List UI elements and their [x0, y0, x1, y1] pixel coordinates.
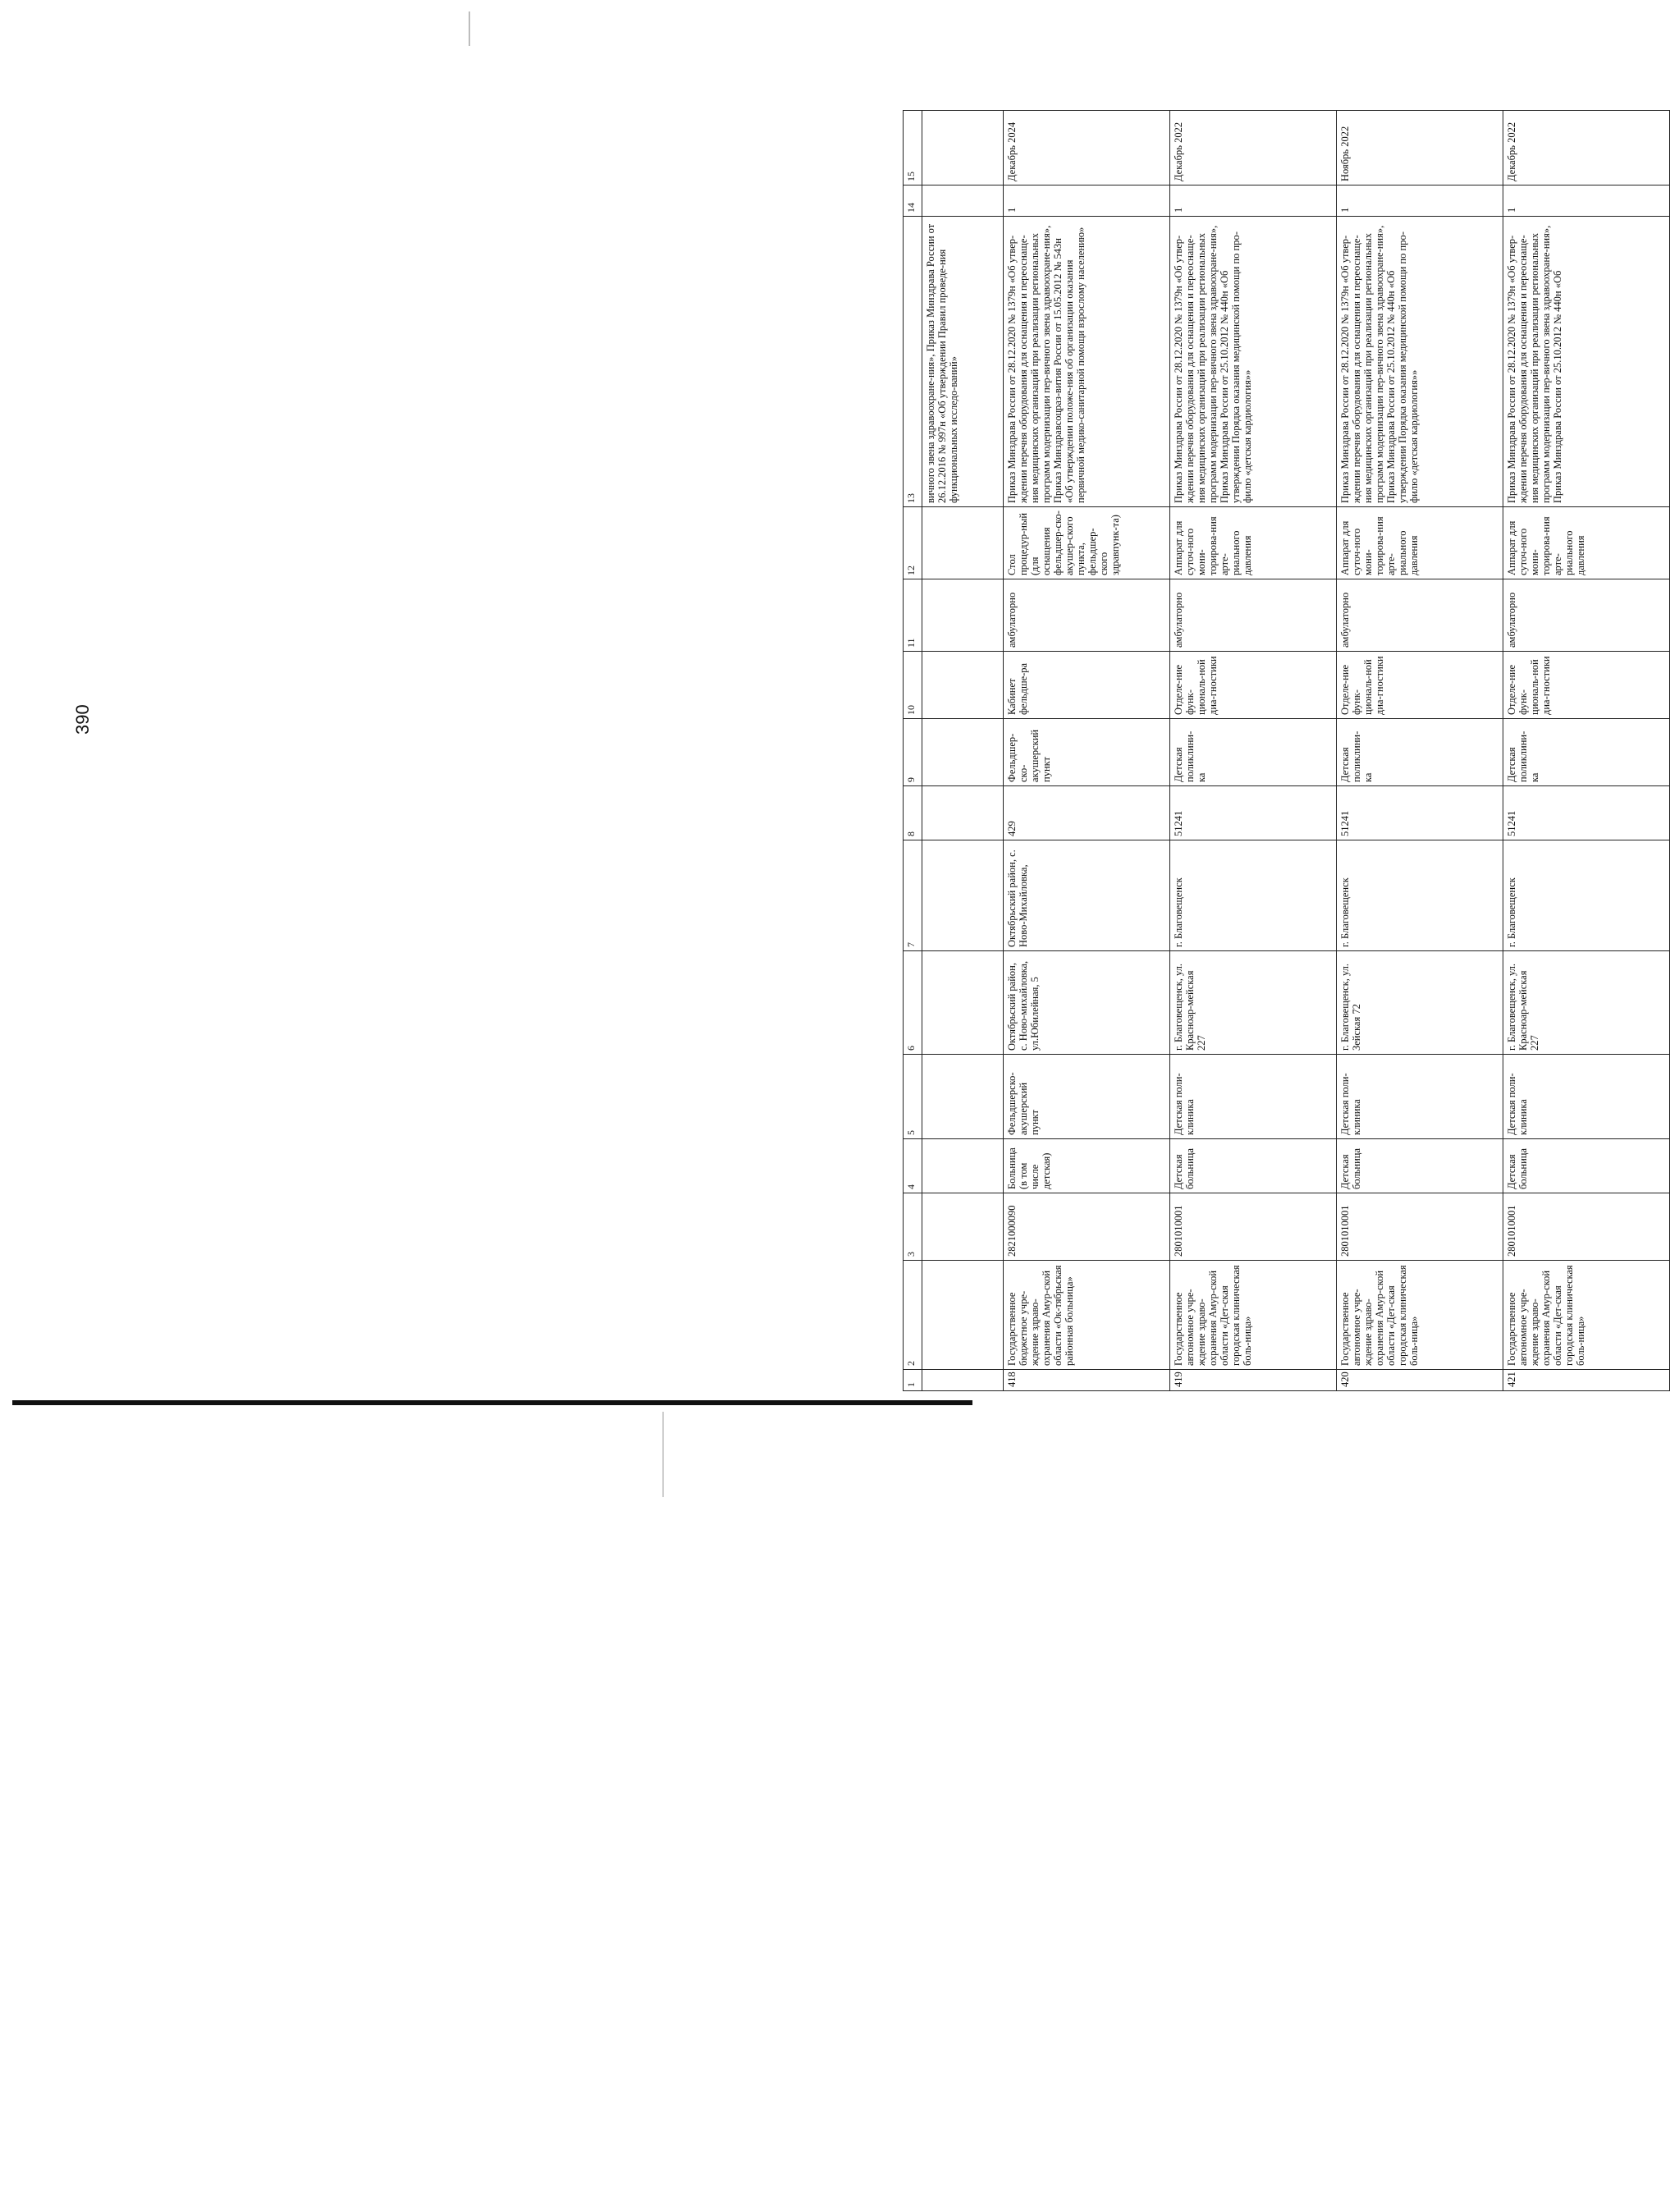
equipment-cell: Аппарат для суточ-ного мони-торирова-ния арте-риального давления	[1170, 507, 1337, 579]
column-number: 14	[904, 185, 922, 217]
row-number-cell: 418	[1004, 1370, 1170, 1391]
rotated-table-sheet	[903, 111, 1648, 1391]
type-cell: Больница (в том числе детская)	[1004, 1139, 1170, 1193]
organization-cell: Государственное автономное учре-ждение здраво-охранения Амур-ской области «Дет-ская городская клиническая боль-ница»	[1503, 1261, 1670, 1370]
legal-basis-cell: Приказ Минздрава России от 28.12.2020 № 1379н «Об утвер-ждении перечня оборудования для оснащения и переоснаще-ния медицинских организаций при реализации региональных программ модернизации пер-вичного звена здравоохране-ния», Приказ Минздрава России от 25.10.2012 № 440н «Об утверждении Порядка оказания медицинской помощи по про-филю «детская кардиология»»	[1337, 217, 1503, 507]
column-number: 2	[904, 1261, 922, 1370]
column-number: 5	[904, 1055, 922, 1139]
department-cell: Кабинет фельдше-ра	[1004, 652, 1170, 719]
column-number: 9	[904, 719, 922, 786]
type-cell: Детская больница	[1170, 1139, 1337, 1193]
settlement-cell: г. Благовещенск	[1503, 840, 1670, 951]
settlement-cell: г. Благовещенск	[1170, 840, 1337, 951]
column-number: 12	[904, 507, 922, 579]
column-number: 10	[904, 652, 922, 719]
quantity-cell: 1	[1170, 185, 1337, 217]
table-row	[1337, 111, 1503, 1391]
department-cell: Отделе-ние функ-циональ-ной диа-гностики	[1337, 652, 1503, 719]
type-cell: Детская больница	[1337, 1139, 1503, 1193]
date-cell: Декабрь 2022	[1503, 111, 1670, 185]
legal-basis-cell: Приказ Минздрава России от 28.12.2020 № 1379н «Об утвер-ждении перечня оборудования для оснащения и переоснаще-ния медицинских организаций при реализации региональных программ модернизации пер-вичного звена здравоохране-ния», Приказ Минздравсоцраз-вития России от 15.05.2012 № 543н «Об утверждении положе-ния об организации оказания первичной медико-санитарной помощи взрослому населению»	[1004, 217, 1170, 507]
unit-cell: Детская поли-клиника	[1503, 1055, 1670, 1139]
department-cell: Отделе-ние функ-циональ-ной диа-гностики	[1170, 652, 1337, 719]
date-cell: Декабрь 2024	[1004, 111, 1170, 185]
date-cell: Декабрь 2022	[1170, 111, 1337, 185]
subdivision-cell: Детская поликлини-ка	[1503, 719, 1670, 786]
column-number: 1	[904, 1370, 922, 1391]
unit-cell: Фельдшерско-акушерский пункт	[1004, 1055, 1170, 1139]
mode-cell: амбулаторно	[1337, 579, 1503, 652]
quantity-cell: 1	[1337, 185, 1503, 217]
column-number: 8	[904, 786, 922, 840]
table-row	[1004, 111, 1170, 1391]
code-cell: 2801010001	[1170, 1193, 1337, 1261]
column-number: 7	[904, 840, 922, 951]
settlement-cell: Октябрьский район, с. Ново-Михайловка,	[1004, 840, 1170, 951]
row-number-cell: 420	[1337, 1370, 1503, 1391]
column-number: 3	[904, 1193, 922, 1261]
scan-mark-bottom	[662, 1412, 664, 1497]
continued-row	[922, 111, 1004, 1391]
legal-basis-cell: вичного звена здравоохране-ния», Приказ Минздрава России от 26.12.2016 № 997н «Об утверждении Правил проведе-ния функциональных исследо-ваний»	[922, 217, 1004, 507]
code-cell: 2801010001	[1337, 1193, 1503, 1261]
date-cell: Ноябрь 2022	[1337, 111, 1503, 185]
mode-cell: амбулаторно	[1004, 579, 1170, 652]
equipment-cell: Стол процедур-ный (для оснащения фельдшер-ско-акушер-ского пункта, фельдшер-ского здравпунк-та)	[1004, 507, 1170, 579]
quantity-cell: 1	[1004, 185, 1170, 217]
table-row	[1170, 111, 1337, 1391]
mode-cell: амбулаторно	[1170, 579, 1337, 652]
organization-cell: Государственное автономное учре-ждение здраво-охранения Амур-ской области «Дет-ская городская клиническая боль-ница»	[1337, 1261, 1503, 1370]
subdivision-cell: Фельдшер-ско-акушерский пункт	[1004, 719, 1170, 786]
equipment-cell: Аппарат для суточ-ного мони-торирова-ния арте-риального давления	[1503, 507, 1670, 579]
code-cell: 2801010001	[1503, 1193, 1670, 1261]
column-number: 6	[904, 951, 922, 1055]
unit-cell: Детская поли-клиника	[1337, 1055, 1503, 1139]
register-table	[903, 110, 1670, 1391]
column-number: 15	[904, 111, 922, 185]
address-cell: г. Благовещенск, ул. Краснoар-мейская 227	[1170, 951, 1337, 1055]
column-number: 11	[904, 579, 922, 652]
code8-cell: 429	[1004, 786, 1170, 840]
subdivision-cell: Детская поликлини-ка	[1337, 719, 1503, 786]
column-number-row	[904, 111, 922, 1391]
scan-mark-top	[469, 11, 470, 46]
subdivision-cell: Детская поликлини-ка	[1170, 719, 1337, 786]
code8-cell: 51241	[1170, 786, 1337, 840]
column-number: 13	[904, 217, 922, 507]
type-cell: Детская больница	[1503, 1139, 1670, 1193]
settlement-cell: г. Благовещенск	[1337, 840, 1503, 951]
code8-cell: 51241	[1503, 786, 1670, 840]
address-cell: г. Благовещенск, ул. Зейская 72	[1337, 951, 1503, 1055]
row-number-cell: 421	[1503, 1370, 1670, 1391]
equipment-cell: Аппарат для суточ-ного мони-торирова-ния арте-риального давления	[1337, 507, 1503, 579]
row-number-cell: 419	[1170, 1370, 1337, 1391]
address-cell: Октябрьский район, с. Ново-михайловка, ул.Юбилейная, 5	[1004, 951, 1170, 1055]
code-cell: 2821000090	[1004, 1193, 1170, 1261]
department-cell: Отделе-ние функ-циональ-ной диа-гностики	[1503, 652, 1670, 719]
page-number: 390	[72, 704, 93, 735]
organization-cell: Государственное автономное учре-ждение здраво-охранения Амур-ской области «Дет-ская городская клиническая боль-ница»	[1170, 1261, 1337, 1370]
unit-cell: Детская поли-клиника	[1170, 1055, 1337, 1139]
table-row	[1503, 111, 1670, 1391]
legal-basis-cell: Приказ Минздрава России от 28.12.2020 № 1379н «Об утвер-ждении перечня оборудования для оснащения и переоснаще-ния медицинских организаций при реализации региональных программ модернизации пер-вичного звена здравоохране-ния», Приказ Минздрава России от 25.10.2012 № 440н «Об	[1503, 217, 1670, 507]
quantity-cell: 1	[1503, 185, 1670, 217]
mode-cell: амбулаторно	[1503, 579, 1670, 652]
bottom-rule	[12, 1400, 972, 1405]
organization-cell: Государственное бюджетное учре-ждение здраво-охранения Амур-ской области «Ок-тябрьская районная больница»	[1004, 1261, 1170, 1370]
legal-basis-cell: Приказ Минздрава России от 28.12.2020 № 1379н «Об утвер-ждении перечня оборудования для оснащения и переоснаще-ния медицинских организаций при реализации региональных программ модернизации пер-вичного звена здравоохране-ния», Приказ Минздрава России от 25.10.2012 № 440н «Об утверждении Порядка оказания медицинской помощи по про-филю «детская кардиология»»	[1170, 217, 1337, 507]
address-cell: г. Благовещенск, ул. Краснoар-мейская 227	[1503, 951, 1670, 1055]
column-number: 4	[904, 1139, 922, 1193]
code8-cell: 51241	[1337, 786, 1503, 840]
